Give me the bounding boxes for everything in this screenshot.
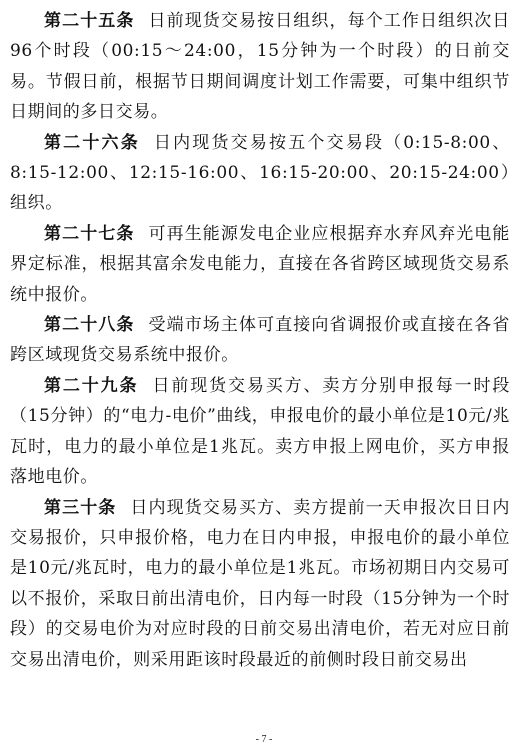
article-27 (10, 219, 510, 310)
article-30 (10, 493, 510, 675)
article-25 (10, 6, 510, 128)
article-number: 第三十条 (44, 497, 117, 518)
article-text: 日前现货交易按日组织，每个工作日组织次日96个时段（00:15～24:00，15分钟为一个时段）的日前交易。节假日前，根据节日期间调度计划工作需要，可集中组织节日期间的多日交易。 (10, 11, 510, 123)
article-26 (10, 128, 510, 219)
page-number: - 7 - (255, 734, 273, 745)
article-number: 第二十七条 (44, 223, 135, 244)
article-number: 第二十九条 (44, 375, 139, 396)
article-text: 日前现货交易买方、卖方分别申报每一时段（15分钟）的“电力-电价”曲线，申报电价的最小单位是10元/兆瓦时，电力的最小单位是1兆瓦。卖方申报上网电价，买方申报落地电价。 (10, 375, 510, 488)
document-body (10, 6, 510, 675)
article-text: 日内现货交易按五个交易段（0:15-8:00、8:15-12:00、12:15-16:00、16:15-20:00、20:15-24:00）组织。 (10, 132, 510, 214)
article-number: 第二十六条 (44, 132, 140, 153)
article-number: 第二十八条 (44, 315, 135, 336)
article-text: 受端市场主体可直接向省调报价或直接在各省跨区域现货交易系统中报价。 (10, 315, 510, 366)
article-number: 第二十五条 (44, 11, 135, 31)
article-text: 日内现货交易买方、卖方提前一天申报次日日内交易报价，只申报价格，电力在日内申报，申报电价的最小单位是10元/兆瓦时，电力的最小单位是1兆瓦。市场初期日内交易可以不报价，采取日前出清电价，日内每一时段（15分钟为一个时段）的交易电价为对应时段的日前交易出清电价，若无对应日前交易出清电价，则采用距该时段最近的前侧时段日前交易出 (10, 497, 510, 670)
article-28 (10, 310, 510, 371)
article-text: 可再生能源发电企业应根据弃水弃风弃光电能界定标准，根据其富余发电能力，直接在各省跨区域现货交易系统中报价。 (10, 223, 510, 305)
article-29 (10, 371, 510, 493)
